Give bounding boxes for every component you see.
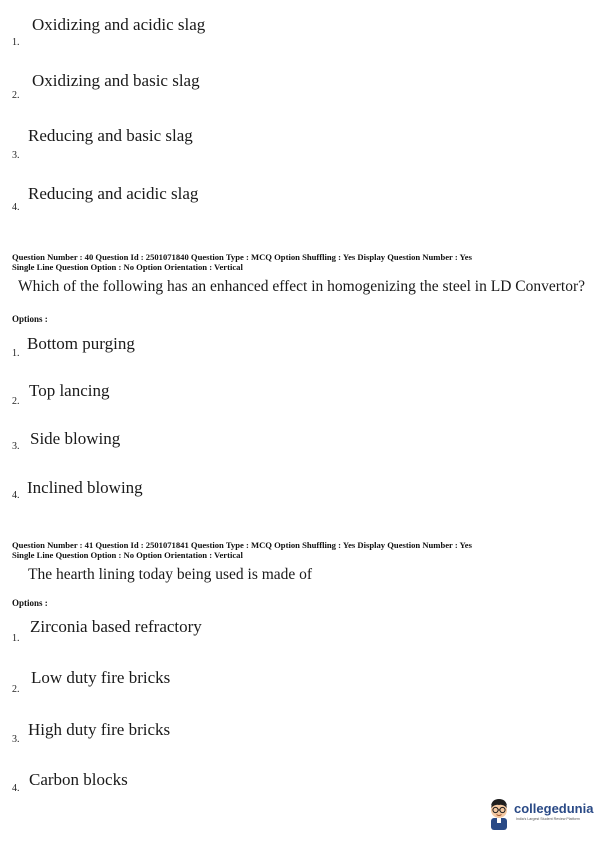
q41-option-3 [0,719,595,759]
q40-option-2 [0,380,595,420]
option-number: 2. [12,396,20,407]
option-text: Oxidizing and acidic slag [32,15,206,34]
option-text: Top lancing [29,381,110,400]
prev-option-4 [0,182,595,222]
options-label: Options : [12,314,48,324]
prev-option-2 [0,68,595,108]
meta-line-1: Question Number : 40 Question Id : 2501071840 Question Type : MCQ Option Shuffling : Yes Display Question Number : Yes [12,252,472,262]
option-text: Side blowing [30,429,121,448]
meta-line-2: Single Line Question Option : No Option Orientation : Vertical [12,550,243,560]
option-number: 1. [12,348,20,359]
option-number: 1. [12,37,20,48]
q41-option-2 [0,667,595,707]
option-text: High duty fire bricks [28,720,171,739]
prev-option-3 [0,124,595,164]
q40-option-3 [0,428,595,468]
option-number: 3. [12,150,20,161]
option-number: 1. [12,633,20,644]
option-text: Reducing and basic slag [28,126,193,145]
logo-tagline: India's Largest Student Review Platform [516,817,580,821]
option-text: Bottom purging [27,334,135,353]
option-text: Carbon blocks [29,770,128,789]
logo-brand-text: collegedunia [514,801,594,816]
option-text: Inclined blowing [27,478,143,497]
option-text: Low duty fire bricks [31,668,171,687]
option-number: 2. [12,684,20,695]
question-41-meta [12,540,582,560]
option-number: 3. [12,441,20,452]
collegedunia-logo [486,794,594,834]
option-number: 3. [12,734,20,745]
meta-line-2: Single Line Question Option : No Option Orientation : Vertical [12,262,243,272]
meta-line-1: Question Number : 41 Question Id : 2501071841 Question Type : MCQ Option Shuffling : Yes Display Question Number : Yes [12,540,472,550]
question-41-text: The hearth lining today being used is made of [28,566,313,583]
option-text: Reducing and acidic slag [28,184,199,203]
option-number: 2. [12,90,20,101]
option-number: 4. [12,490,20,501]
option-number: 4. [12,783,20,794]
prev-option-1 [0,12,595,52]
q40-option-1 [0,333,595,373]
q41-option-1 [0,616,595,656]
option-number: 4. [12,202,20,213]
question-40-text: Which of the following has an enhanced effect in homogenizing the steel in LD Convertor? [18,278,586,295]
mascot-icon [486,796,512,832]
option-text: Zirconia based refractory [30,617,202,636]
q40-option-4 [0,477,595,517]
options-label: Options : [12,598,48,608]
question-40-meta [12,252,582,272]
option-text: Oxidizing and basic slag [32,71,200,90]
